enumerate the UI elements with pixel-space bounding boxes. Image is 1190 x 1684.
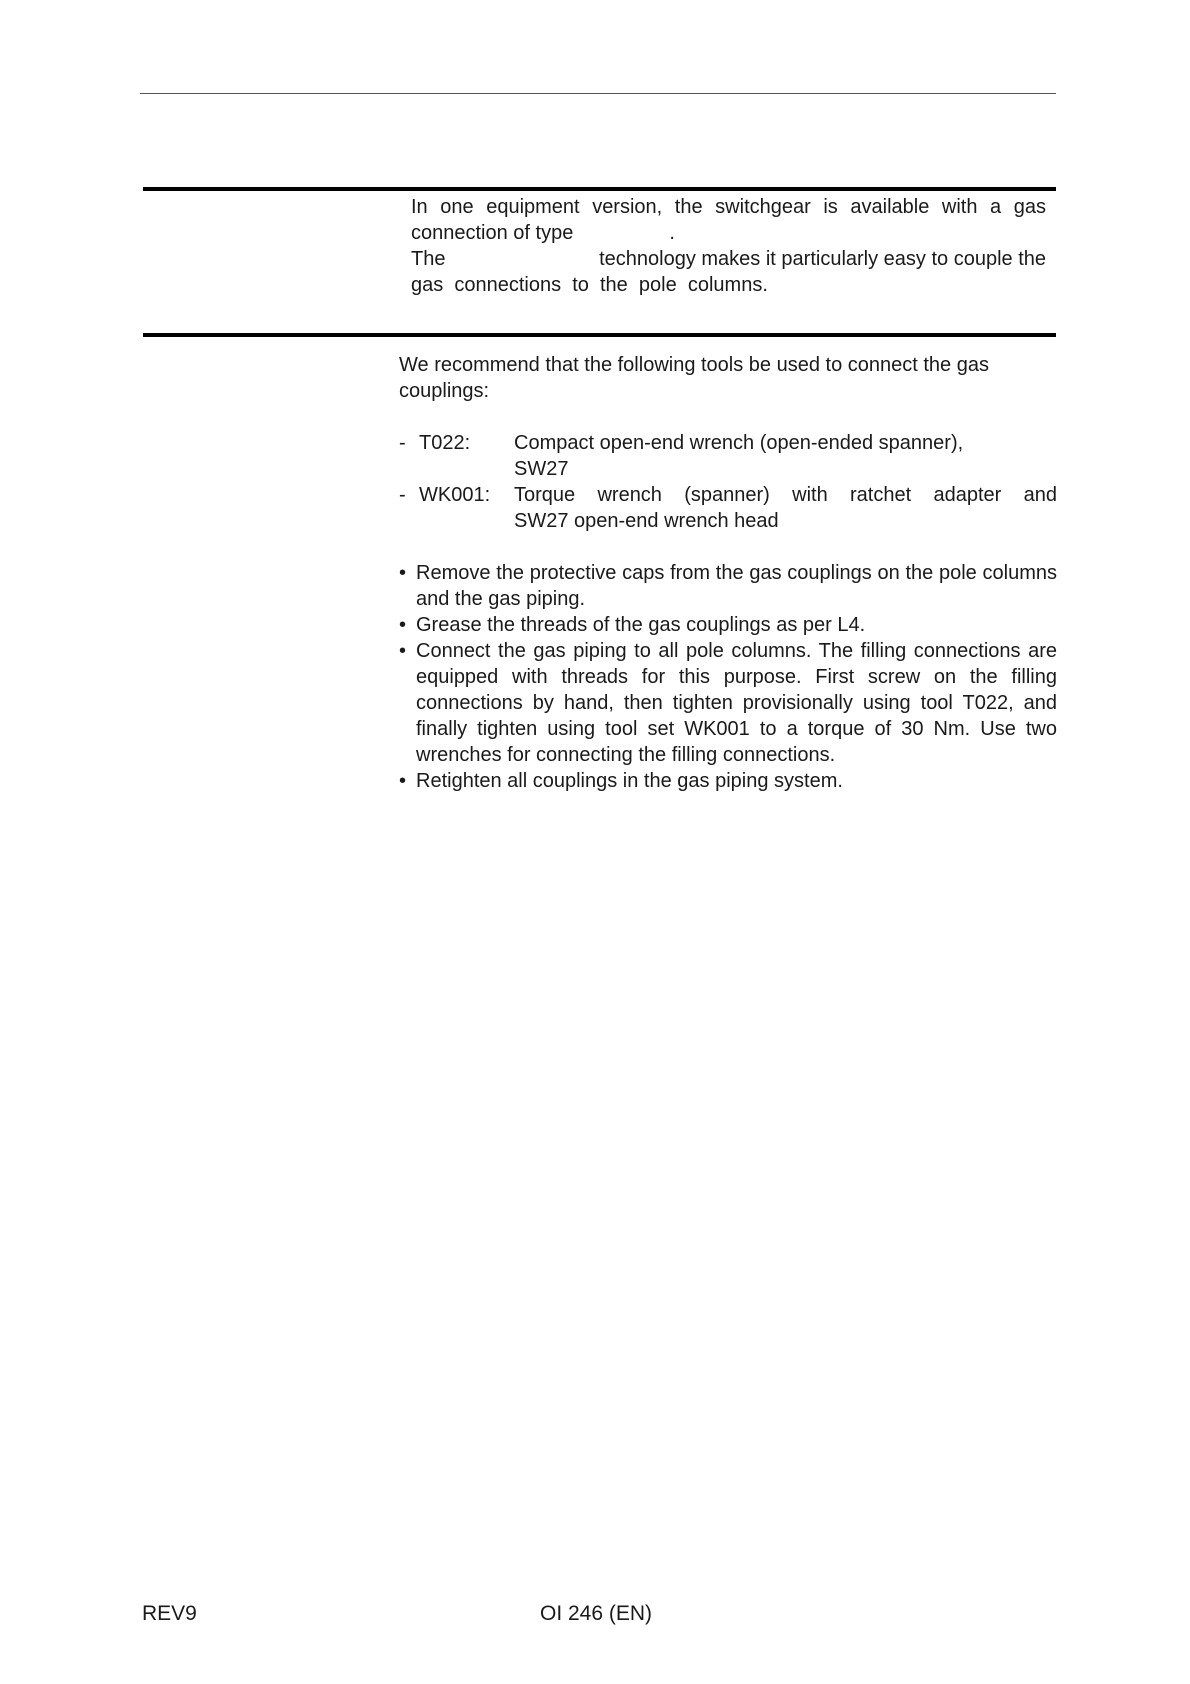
tool-description-line-2: SW27 xyxy=(514,458,569,480)
procedure-step-text: Grease the threads of the gas couplings as per L4. xyxy=(416,614,866,636)
intro-line-3-start: The xyxy=(411,248,446,270)
recommend-line-1: We recommend that the following tools be used to connect the gas xyxy=(399,354,989,376)
procedure-step xyxy=(399,768,1057,794)
tool-description xyxy=(514,430,1057,482)
tool-dash: - xyxy=(399,432,406,454)
intro-line-2-end: . xyxy=(669,222,675,244)
footer-revision: REV9 xyxy=(142,1602,197,1625)
procedure-step xyxy=(399,560,1057,612)
tool-description xyxy=(514,482,1057,534)
bullet-icon: • xyxy=(399,614,407,636)
intro-line-4: gas connections to the pole columns. xyxy=(411,274,768,296)
procedure-step xyxy=(399,638,1057,768)
tool-description-line-1: Compact open-end wrench (open-ended spanner), xyxy=(514,432,964,454)
tool-item xyxy=(399,482,1057,534)
procedure-step-text: Remove the protective caps from the gas couplings on the pole columns and the gas piping. xyxy=(416,562,1057,610)
procedure-step xyxy=(399,612,1057,638)
intro-paragraph xyxy=(411,194,1046,298)
header-rule xyxy=(140,93,1056,94)
footer-document-id: OI 246 (EN) xyxy=(540,1602,653,1625)
section-divider-intro xyxy=(143,187,1056,191)
bullet-icon: • xyxy=(399,640,407,662)
tools-section xyxy=(399,352,1057,794)
tool-code: T022: xyxy=(419,432,471,454)
tool-code: WK001: xyxy=(419,484,491,506)
bullet-icon: • xyxy=(399,562,407,584)
intro-line-2 xyxy=(411,220,1046,246)
intro-line-3 xyxy=(411,246,1046,272)
tool-list xyxy=(399,430,1057,534)
procedure-step-text: Connect the gas piping to all pole columns. The filling connections are equipped with threads for this purpose. First screw on the filling connections by hand, then tighten provisionally using tool T022, and finally tighten using tool set WK001 to a torque of 30 Nm. Use two wrenches for connecting the filling connections. xyxy=(416,640,1057,766)
tool-description-line-2: SW27 open-end wrench head xyxy=(514,510,779,532)
recommend-line-2: couplings: xyxy=(399,380,490,402)
tool-item xyxy=(399,430,1057,482)
tool-description-line-1: Torque wrench (spanner) with ratchet adapter and xyxy=(514,484,1057,506)
bullet-icon: • xyxy=(399,770,407,792)
intro-line-1: In one equipment version, the switchgear is available with a gas xyxy=(411,196,1046,218)
intro-line-2-start: connection of type xyxy=(411,222,574,244)
procedure-step-text: Retighten all couplings in the gas piping system. xyxy=(416,770,843,792)
section-divider-tools xyxy=(143,333,1056,337)
tool-dash: - xyxy=(399,484,406,506)
intro-line-3-end: technology makes it particularly easy to couple the xyxy=(599,248,1046,270)
procedure-steps xyxy=(399,560,1057,794)
